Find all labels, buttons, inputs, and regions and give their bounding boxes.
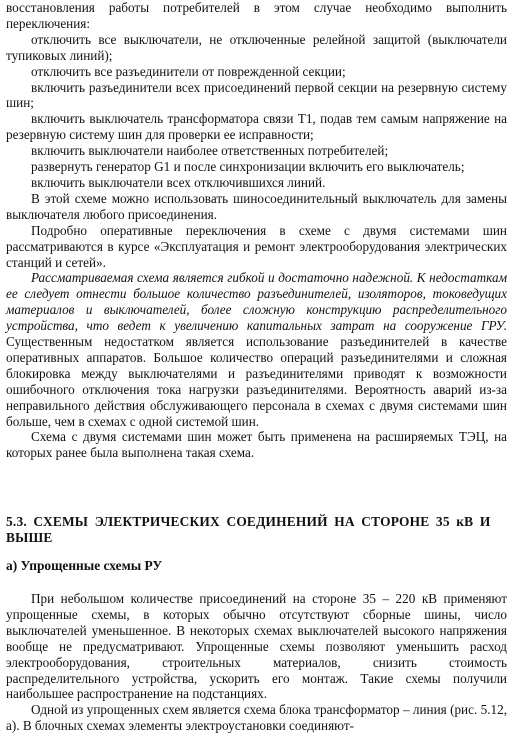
paragraph-5: включить выключатели наиболее ответственных потребителей; <box>31 143 389 159</box>
paragraph-2: отключить все разъединители от поврежденной секции; <box>31 63 346 79</box>
subsection-heading: а) Упрощенные схемы РУ <box>6 558 163 573</box>
paragraph-bottom-0: При небольшом количестве присоединений на стороне 35 – 220 кВ применяют упрощенные схемы, в которых обычно отсутствуют сборные шины, число выключателей уменьшенное. В некоторых схемах выключателей высокого напряжения вообще не предусматривают. Упрощенные схемы позволяют уменьшить расход электрооборудования, строительных материалов, снизить стоимость распределительного устройства, ускорить его монтаж. Такие схемы получили наибольшее распространение на подстанциях. <box>6 591 507 702</box>
paragraph-8: В этой схеме можно использовать шиносоединительный выключатель для замены выключателя любого присоединения. <box>6 190 507 222</box>
paragraph-3: включить разъединители всех присоединений первой секции на резервную систему шин; <box>6 79 507 111</box>
paragraph-9: Подробно оперативные переключения в схеме с двумя системами шин рассматриваются в курсе «Эксплуатация и ремонт электрооборудования электрических станций и сетей». <box>6 222 507 270</box>
paragraph-4: включить выключатель трансформатора связи T1, подав тем самым напряжение на резервную систему шин для проверки ее исправности; <box>6 111 507 143</box>
paragraph-6: развернуть генератор G1 и после синхронизации включить его выключатель; <box>31 159 465 175</box>
paragraph-1: отключить все выключатели, не отключенные релейной защитой (выключатели тупиковых линий); <box>6 31 507 63</box>
paragraph-mixed-italic: Рассматриваемая схема является гибкой и достаточно надежной. К недостаткам ее следует отнести большое количество разъединителей, изоляторов, токоведущих материалов и выключателей, более сложную конструкцию распределительного устройства, что ведет к увеличению капитальных затрат на сооружение ГРУ. <box>6 270 507 334</box>
text-block-bottom <box>0 591 513 734</box>
section-heading: 5.3. СХЕМЫ ЭЛЕКТРИЧЕСКИХ СОЕДИНЕНИЙ НА СТОРОНЕ 35 кВ И ВЫШЕ <box>6 514 491 545</box>
paragraph-7: включить выключатели всех отключившихся линий. <box>31 174 326 190</box>
paragraph-mixed-regular: Существенным недостатком является использование разъединителей в качестве оперативных аппаратов. Большое количество операций разъединителями и сложная блокировка между выключателями и разъединителями приводят к возможности ошибочного отключения тока нагрузки разъединителями. Вероятность аварий из-за неправильного действия обслуживающего персонала в схемах с двумя системами шин больше, чем в схемах с одной системой шин. <box>6 334 507 429</box>
paragraph-bottom-1: Одной из упрощенных схем является схема блока трансформатор – линия (рис. 5.12, а). В блочных схемах элементы электроустановки соединяют- <box>6 702 507 734</box>
paragraph-mixed <box>0 270 513 429</box>
paragraph-after: Схема с двумя системами шин может быть применена на расширяемых ТЭЦ, на которых ранее была выполнена такая схема. <box>6 429 507 461</box>
paragraph-0: восстановления работы потребителей в этом случае необходимо выполнить переключения: <box>6 0 507 31</box>
